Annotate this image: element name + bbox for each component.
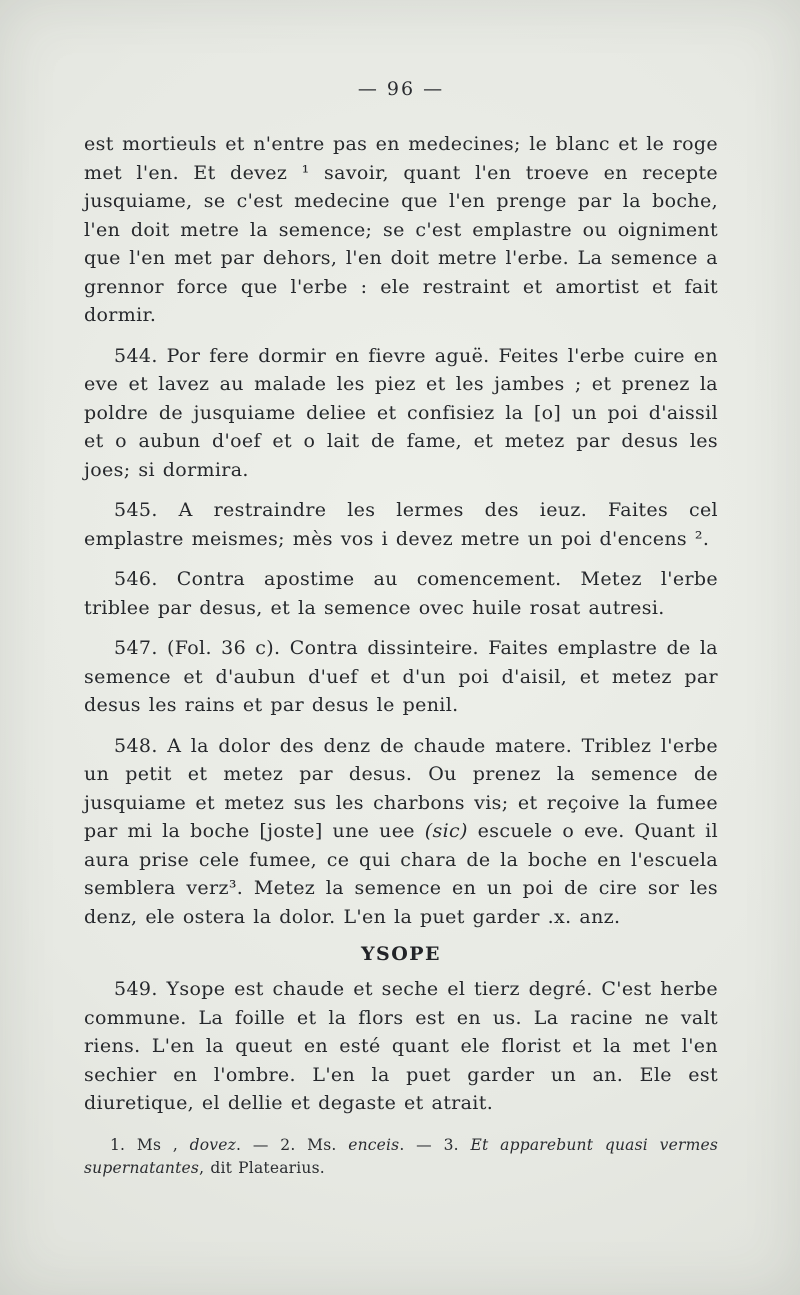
footnote-segment-italic: Et apparebunt quasi vermes supernatantes bbox=[84, 1135, 718, 1177]
page-number: — 96 — bbox=[357, 78, 445, 100]
text-segment: 548. A la dolor des denz de chaude matere. Triblez l'erbe un petit et metez par desus. Ou prenez la semence de jusquiame et metez sus les charbons vis; et reçoive la fumee par mi la boche [joste] une uee bbox=[84, 734, 718, 842]
sic-annotation: (sic) bbox=[424, 820, 468, 842]
paragraph-546: 546. Contra apostime au comencement. Metez l'erbe triblee par desus, et la semence ovec huile rosat autresi. bbox=[84, 568, 718, 619]
paragraph-continuation: est mortieuls et n'entre pas en medecines; le blanc et le roge met l'en. Et devez ¹ savoir, quant l'en troeve en recepte jusquiame, se c'est medecine que l'en prenge par la boche, l'en doit metre la semence; se c'est emplastre ou oigniment que l'en met par dehors, l'en doit metre l'erbe. La semence a grennor force que l'erbe : ele restraint et amortist et fait dormir. bbox=[84, 133, 718, 326]
footnote-segment-italic: dovez bbox=[189, 1135, 237, 1154]
paragraph-548 bbox=[84, 732, 718, 932]
footnote-segment: . — 2. Ms. bbox=[236, 1135, 349, 1154]
footnotes bbox=[84, 1134, 718, 1180]
footnote-segment: 1. Ms , bbox=[110, 1135, 190, 1154]
paragraph-547: 547. (Fol. 36 c). Contra dissinteire. Faites emplastre de la semence et d'aubun d'uef et d'un poi d'aisil, et metez par desus les rains et par desus le penil. bbox=[84, 637, 718, 716]
text-segment: escuele o eve. Quant il aura prise cele fumee, ce qui chara de la boche en l'escuela semblera verz³. Metez la semence en un poi de cire sor les denz, ele ostera la dolor. L'en la puet garder .x. anz. bbox=[84, 820, 718, 928]
footnote-segment-italic: enceis bbox=[348, 1135, 400, 1154]
paragraph-549: 549. Ysope est chaude et seche el tierz degré. C'est herbe commune. La foille et la flors est en us. La racine ne valt riens. L'en la queut en esté quant ele florist et la met l'en sechier en l'ombre. L'en la puet garder un an. Ele est diuretique, el dellie et degaste et atrait. bbox=[84, 978, 718, 1114]
paragraph-544: 544. Por fere dormir en fievre aguë. Feites l'erbe cuire en eve et lavez au malade les piez et les jambes ; et prenez la poldre de jusquiame deliee et confisiez la [o] un poi d'aissil et o aubun d'oef et o lait de fame, et metez par desus les joes; si dormira. bbox=[84, 344, 718, 481]
page-content bbox=[84, 78, 718, 1180]
footnote-segment: , dit Platearius. bbox=[199, 1158, 325, 1177]
section-heading-ysope: YSOPE bbox=[360, 943, 442, 965]
footnote-segment: . — 3. bbox=[399, 1135, 471, 1154]
paragraph-545: 545. A restraindre les lermes des ieuz. Faites cel emplastre meismes; mès vos i devez metre un poi d'encens ². bbox=[84, 499, 718, 550]
